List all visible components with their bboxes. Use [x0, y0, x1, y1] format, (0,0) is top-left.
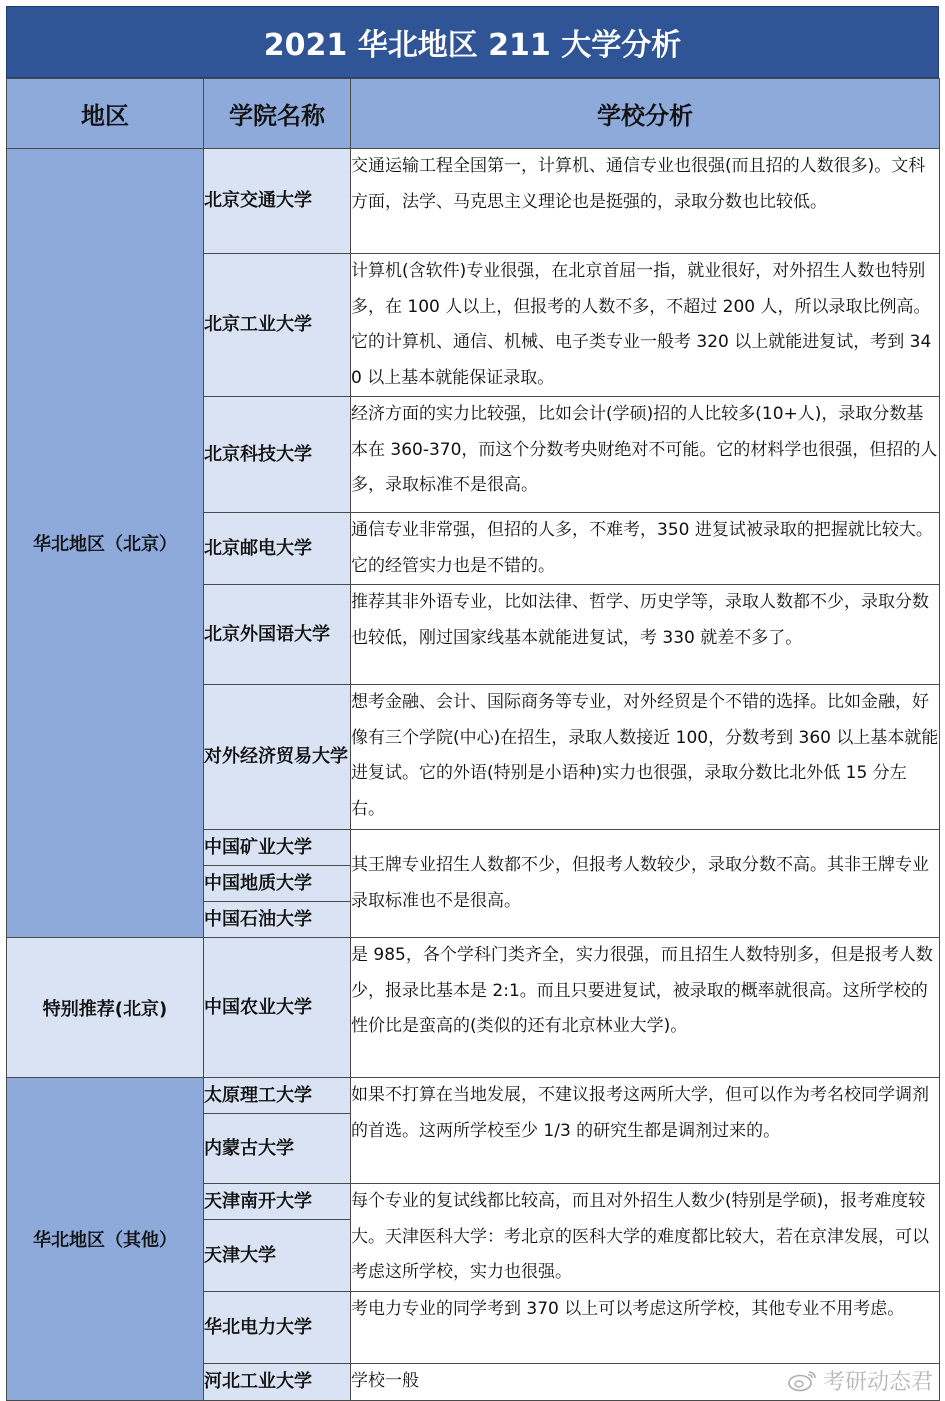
school-cell: 中国农业大学 [204, 938, 351, 1078]
school-cell: 对外经济贸易大学 [204, 685, 351, 830]
region-cell-special: 特别推荐(北京) [7, 938, 204, 1078]
school-cell: 天津大学 [204, 1220, 351, 1292]
analysis-cell: 每个专业的复试线都比较高，而且对外招生人数少(特别是学硕)，报考难度较大。天津医科大学：考北京的医科大学的难度都比较大，若在京津发展，可以考虑这所学校，实力也很强。 [351, 1184, 940, 1292]
analysis-cell: 想考金融、会计、国际商务等专业，对外经贸是个不错的选择。比如金融，好像有三个学院(中心)在招生，录取人数接近 100，分数考到 360 以上基本就能进复试。它的外语(特别是小语种)实力也很强，录取分数比北外低 15 分左右。 [351, 685, 940, 830]
school-cell: 华北电力大学 [204, 1292, 351, 1364]
analysis-cell: 计算机(含软件)专业很强，在北京首屈一指，就业很好，对外招生人数也特别多，在 100 人以上，但报考的人数不多，不超过 200 人，所以录取比例高。它的计算机、通信、机械、电子类专业一般考 320 以上就能进复试，考到 340 以上基本就能保证录取。 [351, 254, 940, 397]
analysis-cell: 如果不打算在当地发展，不建议报考这两所大学，但可以作为考名校同学调剂的首选。这两所学校至少 1/3 的研究生都是调剂过来的。 [351, 1078, 940, 1184]
analysis-cell: 经济方面的实力比较强，比如会计(学硕)招的人比较多(10+人)，录取分数基本在 360-370，而这个分数考央财绝对不可能。它的材料学也很强，但招的人多，录取标准不是很高。 [351, 397, 940, 513]
analysis-cell: 其王牌专业招生人数都不少，但报考人数较少，录取分数不高。其非王牌专业录取标准也不是很高。 [351, 830, 940, 938]
school-cell: 太原理工大学 [204, 1078, 351, 1114]
school-cell: 天津南开大学 [204, 1184, 351, 1220]
header-school: 学院名称 [204, 79, 351, 149]
table-row [7, 149, 940, 254]
analysis-table [6, 78, 940, 1401]
school-cell: 中国地质大学 [204, 866, 351, 902]
region-cell-other: 华北地区（其他） [7, 1078, 204, 1401]
school-cell: 北京外国语大学 [204, 585, 351, 685]
analysis-cell: 推荐其非外语专业，比如法律、哲学、历史学等，录取人数都不少，录取分数也较低，刚过国家线基本就能进复试，考 330 就差不多了。 [351, 585, 940, 685]
table-title: 2021 华北地区 211 大学分析 [6, 6, 939, 78]
school-cell: 中国石油大学 [204, 902, 351, 938]
school-cell: 中国矿业大学 [204, 830, 351, 866]
school-cell: 内蒙古大学 [204, 1114, 351, 1184]
school-cell: 北京邮电大学 [204, 513, 351, 585]
school-cell: 河北工业大学 [204, 1364, 351, 1401]
analysis-cell: 是 985，各个学科门类齐全，实力很强，而且招生人数特别多，但是报考人数少，报录比基本是 2:1。而且只要进复试，被录取的概率就很高。这所学校的性价比是蛮高的(类似的还有北京林业大学)。 [351, 938, 940, 1078]
table-row [7, 938, 940, 1078]
analysis-cell: 考电力专业的同学考到 370 以上可以考虑这所学校，其他专业不用考虑。 [351, 1292, 940, 1364]
weibo-icon [787, 1370, 817, 1392]
school-cell: 北京工业大学 [204, 254, 351, 397]
analysis-cell: 通信专业非常强，但招的人多，不难考，350 进复试被录取的把握就比较大。它的经管实力也是不错的。 [351, 513, 940, 585]
watermark [787, 1365, 933, 1396]
region-cell-beijing: 华北地区（北京） [7, 149, 204, 938]
header-row [7, 79, 940, 149]
school-cell: 北京科技大学 [204, 397, 351, 513]
school-cell: 北京交通大学 [204, 149, 351, 254]
watermark-text: 考研动态君 [822, 1370, 933, 1395]
header-analysis: 学校分析 [351, 79, 940, 149]
analysis-cell: 学校一般 [351, 1364, 940, 1401]
header-region: 地区 [7, 79, 204, 149]
analysis-cell: 交通运输工程全国第一，计算机、通信专业也很强(而且招的人数很多)。文科方面，法学、马克思主义理论也是挺强的，录取分数也比较低。 [351, 149, 940, 254]
table-row [7, 1078, 940, 1114]
